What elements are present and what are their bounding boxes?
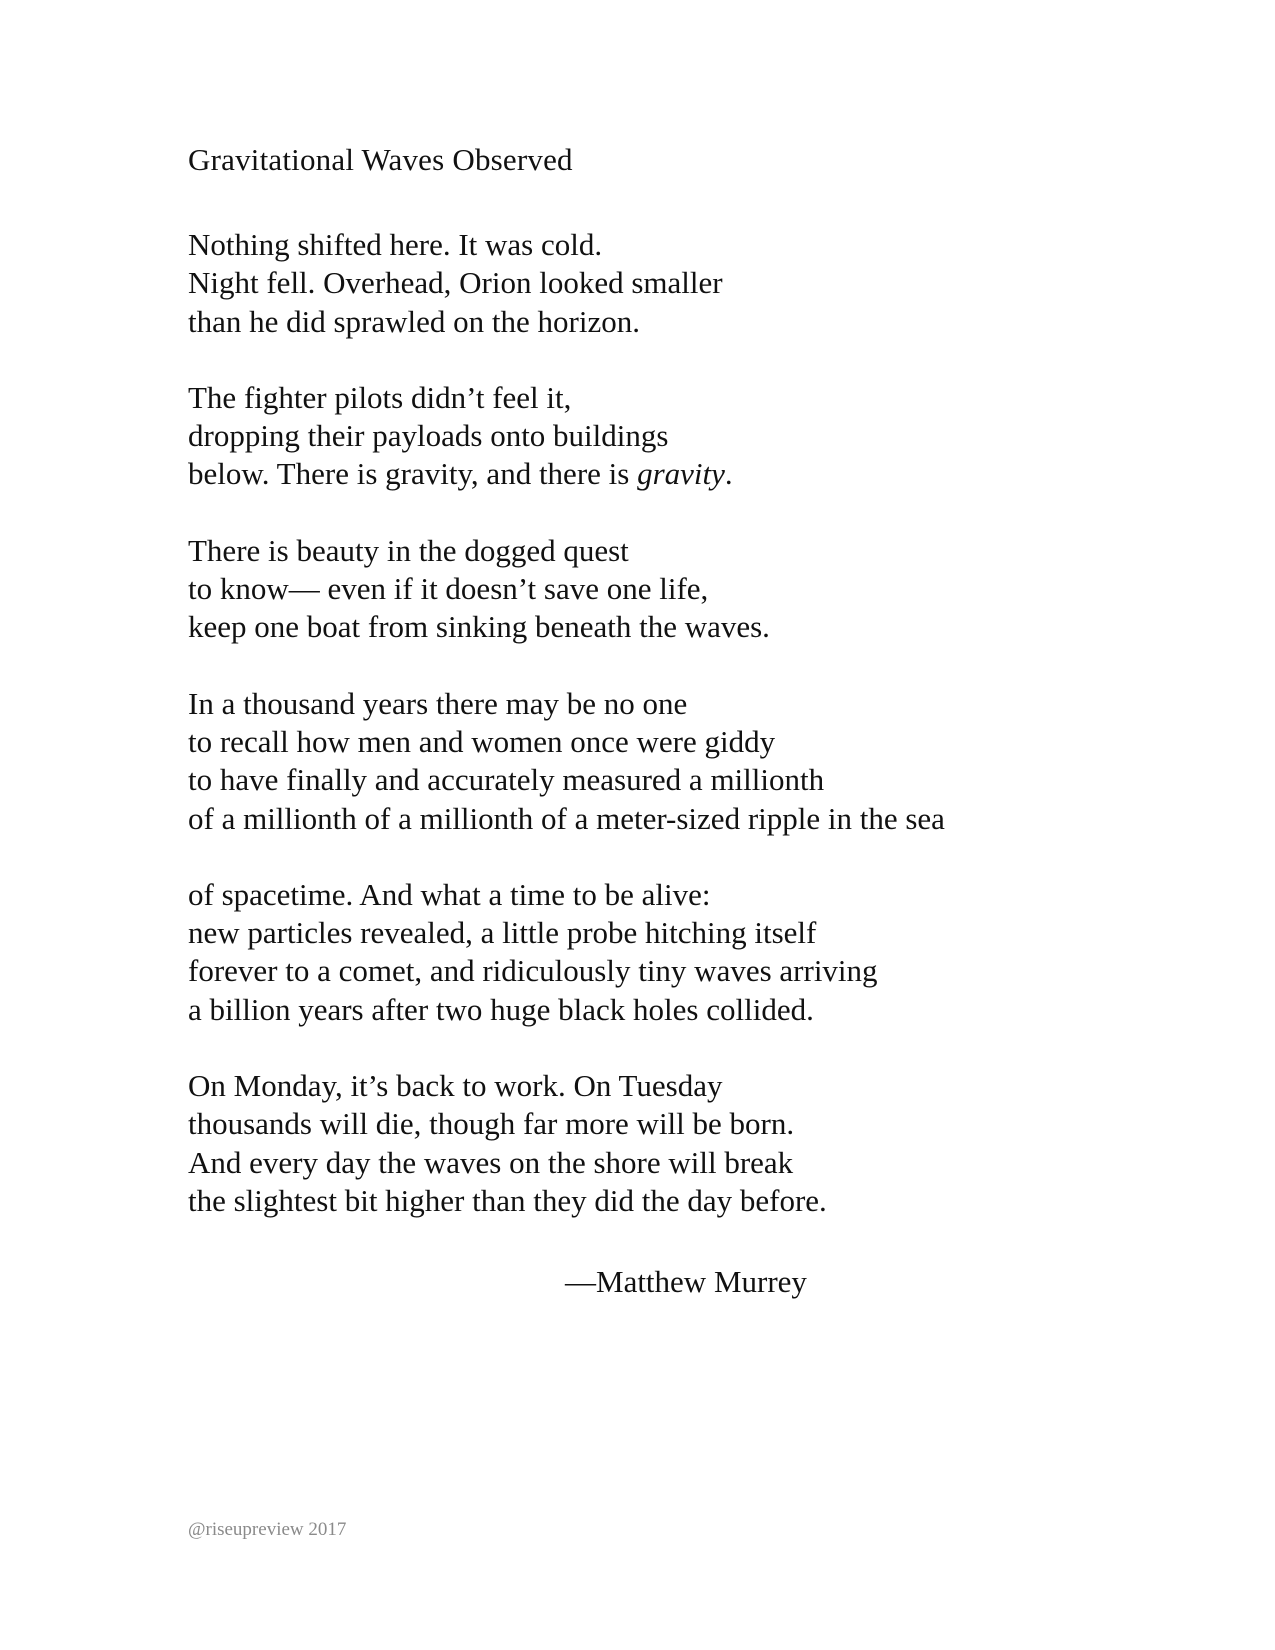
poem-line: Night fell. Overhead, Orion looked smaller (188, 265, 723, 301)
poem-line: dropping their payloads onto buildings (188, 418, 669, 454)
poem-line: There is beauty in the dogged quest (188, 532, 629, 568)
line-punctuation: . (724, 456, 733, 492)
poem-line: keep one boat from sinking beneath the waves. (188, 609, 770, 645)
emphasized-word: gravity (637, 456, 725, 492)
stanza-5 (188, 876, 1238, 1029)
poem-line: of spacetime. And what a time to be alive: (188, 876, 711, 912)
poem-line: a billion years after two huge black holes collided. (188, 991, 814, 1027)
poem-title: Gravitational Waves Observed (188, 142, 573, 177)
poem-line: of a millionth of a millionth of a meter-sized ripple in the sea (188, 800, 945, 836)
poem-body (188, 226, 1238, 1258)
poem-line: The fighter pilots didn’t feel it, (188, 379, 572, 415)
poem-line: And every day the waves on the shore will break (188, 1144, 794, 1180)
stanza-2 (188, 379, 1238, 494)
poem-line: to know— even if it doesn’t save one life, (188, 571, 709, 607)
poem-line: Nothing shifted here. It was cold. (188, 227, 603, 262)
poem-line: On Monday, it’s back to work. On Tuesday (188, 1068, 723, 1104)
poem-line: to have finally and accurately measured a millionth (188, 762, 825, 798)
line-text: below. There is gravity, and there is (188, 456, 638, 492)
poem-line-with-emphasis (188, 455, 1238, 493)
poem-line: In a thousand years there may be no one (188, 685, 688, 721)
poem-line: to recall how men and women once were giddy (188, 723, 776, 759)
copyright-footer: @riseupreview 2017 (188, 1519, 347, 1540)
stanza-6 (188, 1067, 1238, 1220)
poem-line: forever to a comet, and ridiculously tiny waves arriving (188, 953, 878, 989)
stanza-3 (188, 532, 1238, 647)
stanza-4 (188, 685, 1238, 838)
poem-line: than he did sprawled on the horizon. (188, 303, 640, 339)
poem-line: the slightest bit higher than they did the day before. (188, 1182, 827, 1218)
poem-line: thousands will die, though far more will be born. (188, 1106, 795, 1142)
author-signature: —Matthew Murrey (565, 1264, 807, 1299)
stanza-1 (188, 226, 1238, 341)
poem-line: new particles revealed, a little probe hitching itself (188, 915, 817, 951)
